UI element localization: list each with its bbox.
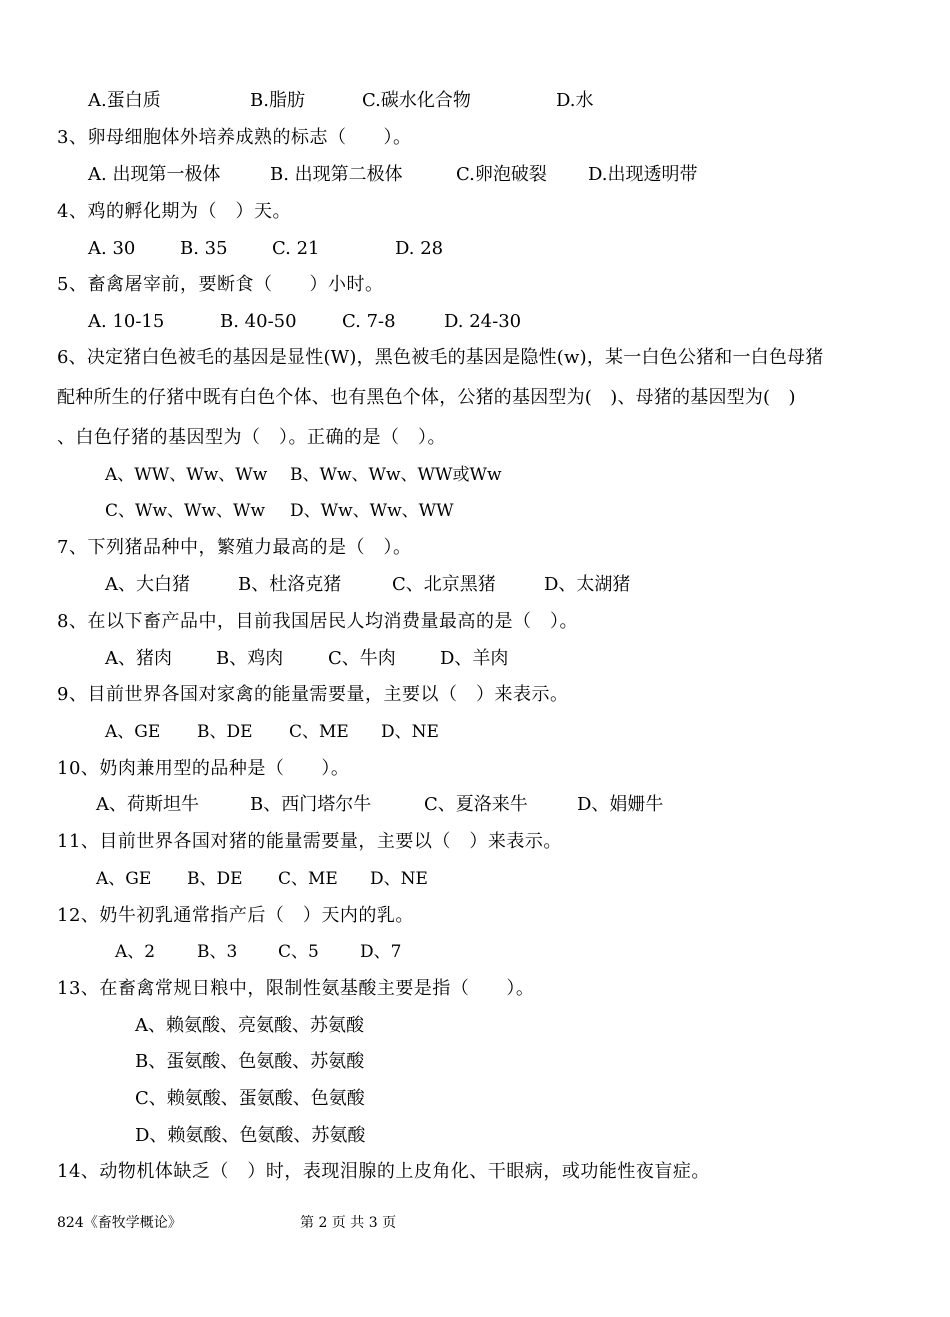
q7-stem: 7、下列猪品种中，繁殖力最高的是（ ）。 xyxy=(57,537,412,558)
q9-option-d: D、NE xyxy=(381,722,439,742)
q3-option-a: A. 出现第一极体 xyxy=(88,164,221,185)
q2-option-b: B.脂肪 xyxy=(250,90,305,111)
q2-option-d: D.水 xyxy=(556,90,594,111)
q4-option-b: B. 35 xyxy=(180,238,228,259)
q3-option-b: B. 出现第二极体 xyxy=(270,164,403,185)
q12-option-d: D、7 xyxy=(360,942,402,962)
q12-stem: 12、奶牛初乳通常指产后（ ）天内的乳。 xyxy=(57,905,414,926)
q5-option-b: B. 40-50 xyxy=(220,311,297,332)
q4-option-c: C. 21 xyxy=(272,238,320,259)
q6-option-d: D、Ww、Ww、WW xyxy=(290,501,454,521)
q13-option-a: A、赖氨酸、亮氨酸、苏氨酸 xyxy=(135,1015,364,1036)
q4-option-d: D. 28 xyxy=(395,238,444,259)
q8-option-a: A、猪肉 xyxy=(105,648,172,669)
q8-stem: 8、在以下畜产品中，目前我国居民人均消费量最高的是（ ）。 xyxy=(57,611,578,632)
q7-option-a: A、大白猪 xyxy=(105,574,190,595)
footer-course: 824《畜牧学概论》 xyxy=(57,1215,182,1231)
q3-option-d: D.出现透明带 xyxy=(588,164,698,185)
q10-stem: 10、奶肉兼用型的品种是（ ）。 xyxy=(57,758,350,779)
q11-option-c: C、ME xyxy=(278,869,338,889)
q9-option-a: A、GE xyxy=(105,722,161,742)
q6-stem-line-1: 6、决定猪白色被毛的基因是显性(W)，黑色被毛的基因是隐性(w)，某一白色公猪和一白色母猪 xyxy=(57,347,824,368)
q2-option-c: C.碳水化合物 xyxy=(362,90,471,111)
q5-option-d: D. 24-30 xyxy=(444,311,522,332)
q11-option-b: B、DE xyxy=(187,869,243,889)
q12-option-a: A、2 xyxy=(115,942,156,962)
q6-option-c: C、Ww、Ww、Ww xyxy=(105,501,266,521)
q11-option-d: D、NE xyxy=(370,869,428,889)
q6-option-a: A、WW、Ww、Ww xyxy=(105,465,268,485)
q6-stem-line-2: 配种所生的仔猪中既有白色个体、也有黑色个体，公猪的基因型为( )、母猪的基因型为( ) xyxy=(57,387,796,408)
q10-option-c: C、夏洛来牛 xyxy=(424,794,528,815)
q9-option-c: C、ME xyxy=(289,722,349,742)
q5-option-a: A. 10-15 xyxy=(88,311,165,332)
q13-option-d: D、赖氨酸、色氨酸、苏氨酸 xyxy=(135,1125,366,1146)
q9-stem: 9、目前世界各国对家禽的能量需要量，主要以（ ）来表示。 xyxy=(57,684,569,705)
footer-page-number: 第 2 页 共 3 页 xyxy=(300,1215,397,1231)
q7-option-d: D、太湖猪 xyxy=(544,574,631,595)
q14-stem: 14、动物机体缺乏（ ）时，表现泪腺的上皮角化、干眼病，或功能性夜盲症。 xyxy=(57,1161,710,1182)
q12-option-b: B、3 xyxy=(197,942,238,962)
q12-option-c: C、5 xyxy=(278,942,319,962)
q7-option-b: B、杜洛克猪 xyxy=(238,574,342,595)
q3-stem: 3、卵母细胞体外培养成熟的标志（ ）。 xyxy=(57,127,412,148)
q11-option-a: A、GE xyxy=(96,869,152,889)
q8-option-d: D、羊肉 xyxy=(440,648,509,669)
q4-option-a: A. 30 xyxy=(88,238,136,259)
q13-stem: 13、在畜禽常规日粮中，限制性氨基酸主要是指（ ）。 xyxy=(57,978,535,999)
q4-stem: 4、鸡的孵化期为（ ）天。 xyxy=(57,201,291,222)
q10-option-d: D、娟姗牛 xyxy=(577,794,664,815)
q13-option-b: B、蛋氨酸、色氨酸、苏氨酸 xyxy=(135,1051,365,1072)
q10-option-a: A、荷斯坦牛 xyxy=(96,794,199,815)
q5-option-c: C. 7-8 xyxy=(342,311,396,332)
q6-stem-line-3: 、白色仔猪的基因型为（ ）。正确的是（ ）。 xyxy=(57,427,446,448)
q10-option-b: B、西门塔尔牛 xyxy=(250,794,372,815)
q9-option-b: B、DE xyxy=(197,722,253,742)
q5-stem: 5、畜禽屠宰前，要断食（ ）小时。 xyxy=(57,274,384,295)
q8-option-c: C、牛肉 xyxy=(328,648,396,669)
q3-option-c: C.卵泡破裂 xyxy=(456,164,547,185)
q11-stem: 11、目前世界各国对猪的能量需要量，主要以（ ）来表示。 xyxy=(57,831,562,852)
q13-option-c: C、赖氨酸、蛋氨酸、色氨酸 xyxy=(135,1088,365,1109)
q7-option-c: C、北京黑猪 xyxy=(392,574,496,595)
q2-option-a: A.蛋白质 xyxy=(88,90,161,111)
q8-option-b: B、鸡肉 xyxy=(216,648,284,669)
q6-option-b: B、Ww、Ww、WW或Ww xyxy=(290,465,502,485)
